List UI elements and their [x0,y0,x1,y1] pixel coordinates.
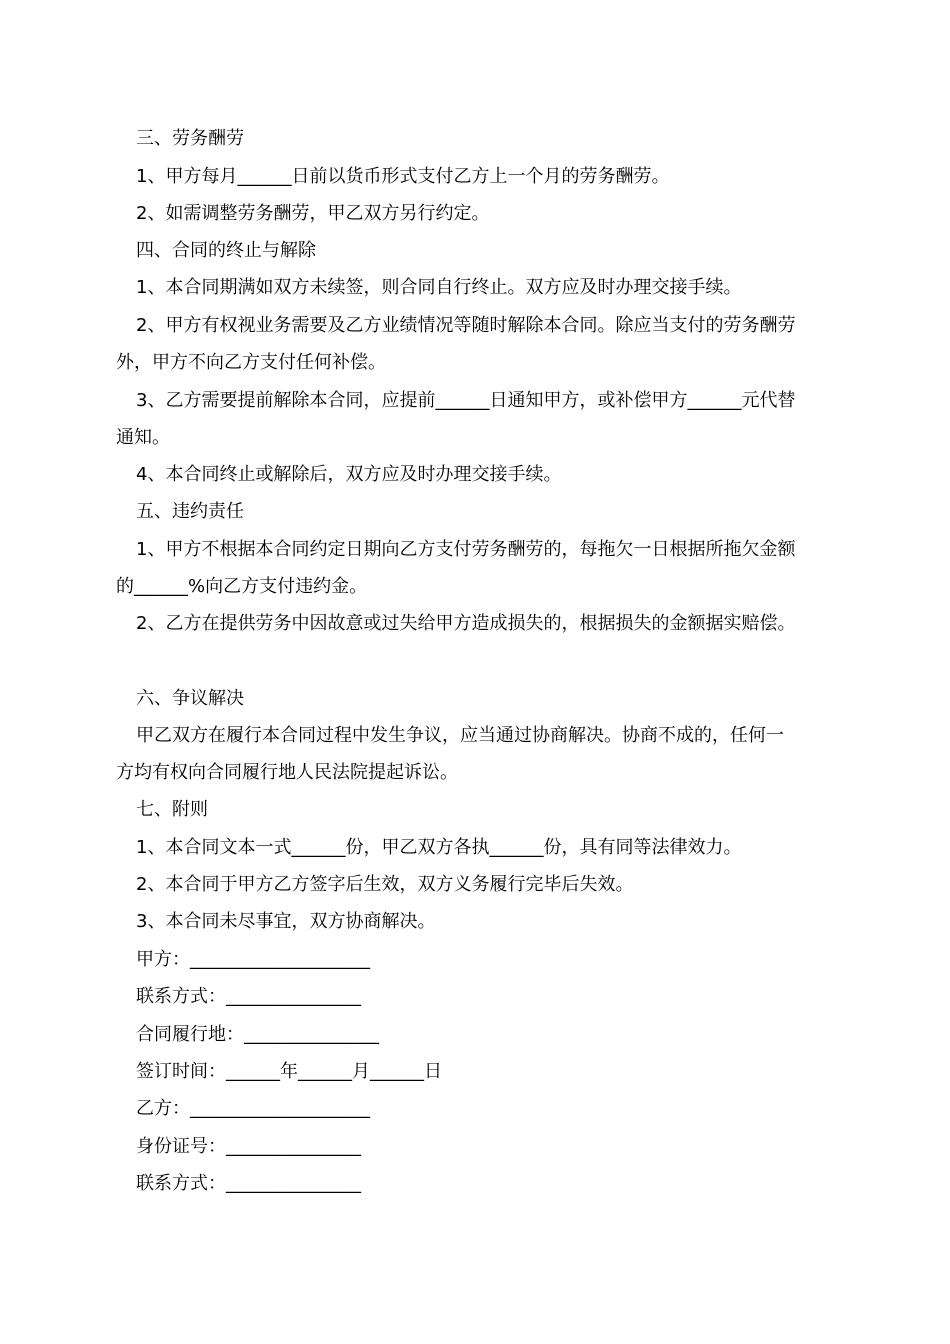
clause-6-cont: 方均有权向合同履行地人民法院提起诉讼。 [116,762,458,783]
clause-3-2: 2、如需调整劳务酬劳，甲乙双方另行约定。 [136,203,490,224]
section-heading-remuneration: 三、劳务酬劳 [136,128,244,149]
party-a-contact-line: 联系方式：_______________ [136,986,361,1007]
party-b-id-line: 身份证号：_______________ [136,1136,361,1157]
clause-4-3: 3、乙方需要提前解除本合同，应提前______日通知甲方，或补偿甲方______元代替 [136,390,796,411]
clause-5-1-cont: 的______%向乙方支付违约金。 [116,576,368,597]
party-b-signature-line: 乙方：____________________ [136,1098,370,1119]
clause-5-1: 1、甲方不根据本合同约定日期向乙方支付劳务酬劳的，每拖欠一日根据所拖欠金额 [136,539,796,560]
clause-5-2: 2、乙方在提供劳务中因故意或过失给甲方造成损失的，根据损失的金额据实赔偿。 [136,613,796,634]
section-heading-supplementary: 七、附则 [136,799,208,820]
clause-4-2-cont: 外，甲方不向乙方支付任何补偿。 [116,352,386,373]
clause-4-3-cont: 通知。 [116,427,170,448]
party-b-contact-line: 联系方式：_______________ [136,1173,361,1194]
contract-location-line: 合同履行地：_______________ [136,1024,379,1045]
party-a-signature-line: 甲方：____________________ [136,949,370,970]
clause-6: 甲乙双方在履行本合同过程中发生争议，应当通过协商解决。协商不成的，任何一 [136,725,784,746]
clause-7-2: 2、本合同于甲方乙方签字后生效，双方义务履行完毕后失效。 [136,874,634,895]
clause-7-3: 3、本合同未尽事宜，双方协商解决。 [136,911,436,932]
clause-4-2: 2、甲方有权视业务需要及乙方业绩情况等随时解除本合同。除应当支付的劳务酬劳 [136,315,796,336]
clause-7-1: 1、本合同文本一式______份，甲乙双方各执______份，具有同等法律效力。 [136,837,742,858]
clause-4-4: 4、本合同终止或解除后，双方应及时办理交接手续。 [136,464,562,485]
section-heading-breach: 五、违约责任 [136,501,244,522]
clause-4-1: 1、本合同期满如双方未续签，则合同自行终止。双方应及时办理交接手续。 [136,277,742,298]
clause-3-1: 1、甲方每月______日前以货币形式支付乙方上一个月的劳务酬劳。 [136,166,670,187]
section-heading-termination: 四、合同的终止与解除 [136,240,316,261]
signing-date-line: 签订时间：______年______月______日 [136,1061,442,1082]
section-heading-dispute: 六、争议解决 [136,688,244,709]
